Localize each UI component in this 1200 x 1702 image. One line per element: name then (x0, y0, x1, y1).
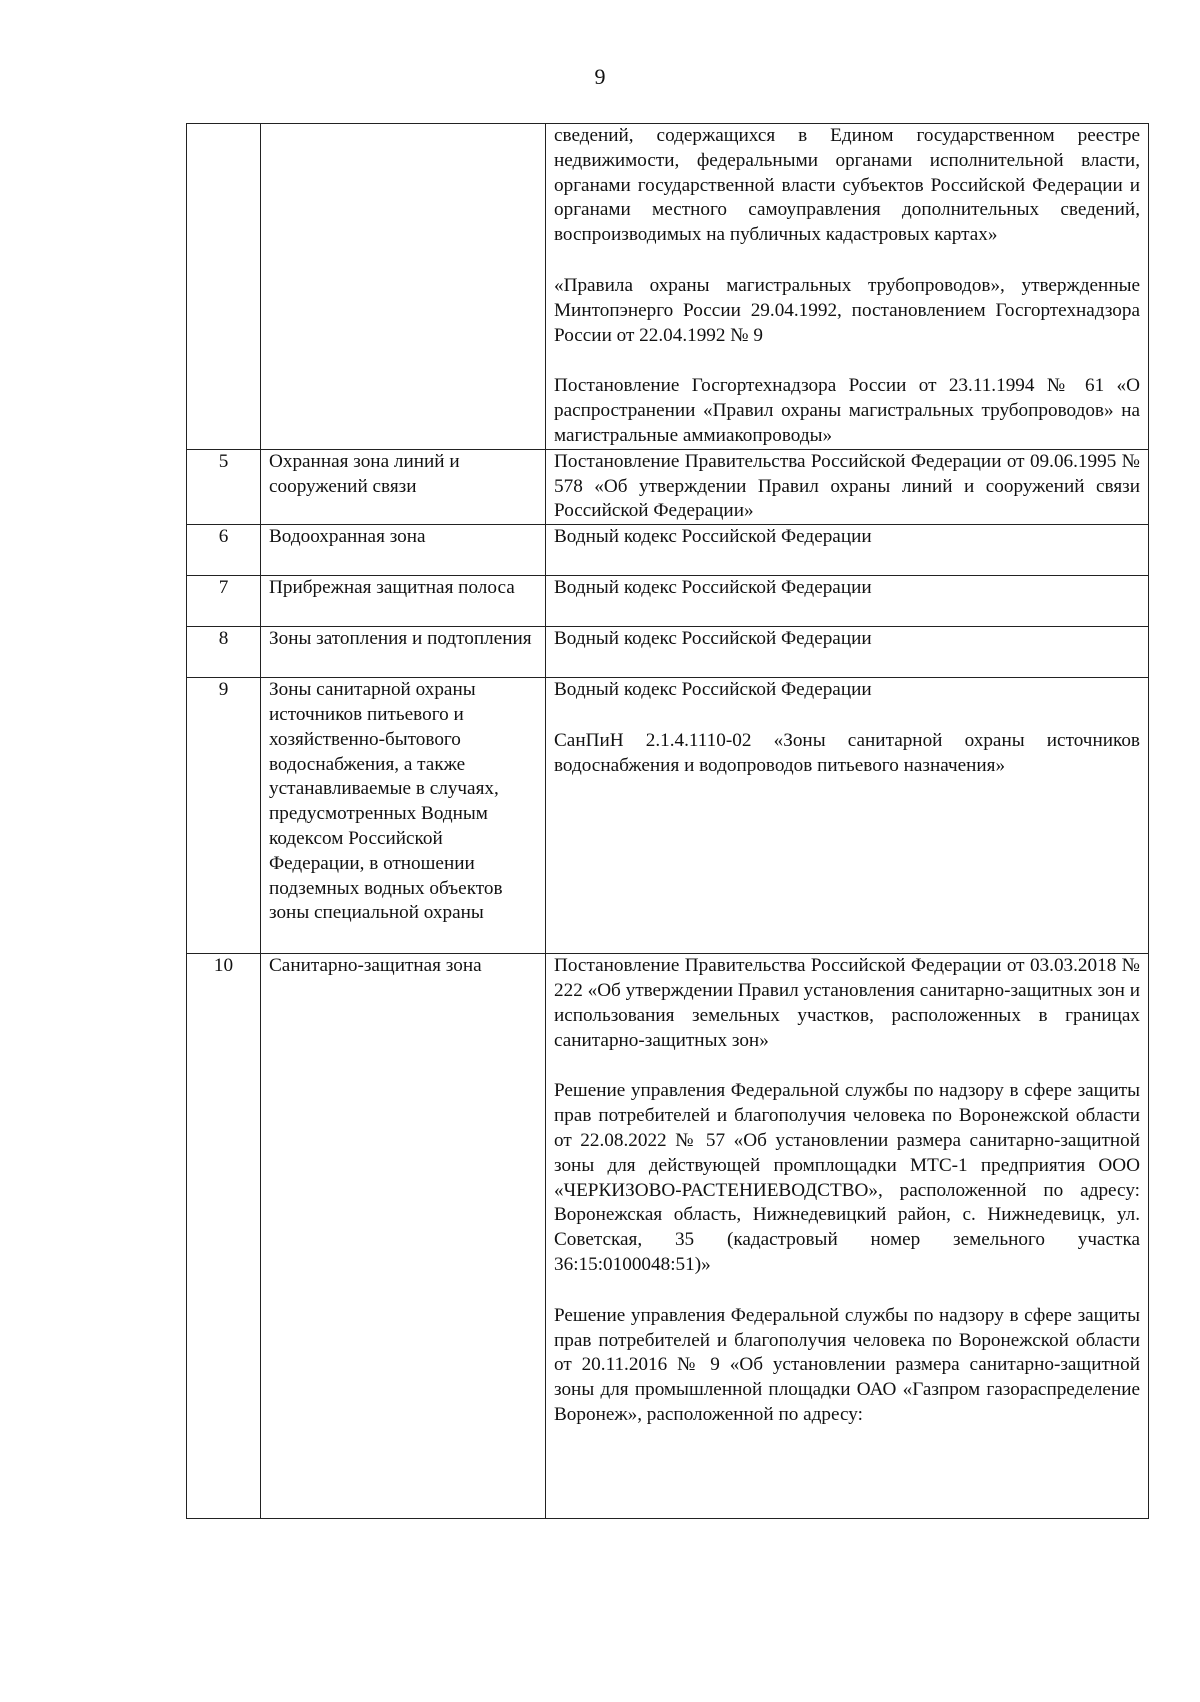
legal-document: Водный кодекс Российской Федерации (554, 628, 872, 650)
zone-name: Прибрежная защитная полоса (261, 576, 546, 627)
table-row (187, 449, 1149, 524)
legal-document: Решение управления Федеральной службы по надзору в сфере защиты прав потребителей и благополучия человека по Воронежской области от 22.08.2022 № 57 «Об установлении размера санитарно-защитной зоны для действующей промплощадки МТС-1 предприятия ООО «ЧЕРКИЗОВО-РАСТЕНИЕВОДСТВО», расположенной по адресу: Воронежская область, Нижнедевицкий район, с. Нижнедевицк, ул. Советская, 35 (кадастровый номер земельного участка 36:15:0100048:51)» (554, 1080, 1140, 1275)
table-row (187, 954, 1149, 1519)
zones-table (186, 123, 1149, 1519)
row-number: 8 (187, 627, 261, 678)
row-number (187, 124, 261, 450)
row-number: 9 (187, 678, 261, 954)
legal-document: Решение управления Федеральной службы по надзору в сфере защиты прав потребителей и благополучия человека по Воронежской области от 20.11.2016 № 9 «Об установлении размера санитарно-защитной зоны для промышленной площадки ОАО «Газпром газораспределение Воронеж», расположенной по адресу: (554, 1304, 1140, 1425)
zone-name (261, 124, 546, 450)
legal-basis (546, 954, 1149, 1519)
legal-document: Водный кодекс Российской Федерации (554, 577, 872, 599)
legal-document: Водный кодекс Российской Федерации (554, 679, 872, 701)
table-row (187, 124, 1149, 450)
legal-basis (546, 576, 1149, 627)
legal-document: сведений, содержащихся в Едином государственном реестре недвижимости, федеральными органами исполнительной власти, органами государственной власти субъектов Российской Федерации и органами местного самоуправления дополнительных сведений, воспроизводимых на публичных кадастровых картах» (554, 125, 1140, 246)
table-row (187, 678, 1149, 954)
row-number: 7 (187, 576, 261, 627)
legal-basis (546, 449, 1149, 524)
legal-document: Постановление Правительства Российской Федерации от 09.06.1995 № 578 «Об утверждении Правил охраны линий и сооружений связи Российской Федерации» (554, 450, 1140, 522)
legal-document: Водный кодекс Российской Федерации (554, 526, 872, 548)
zone-name: Зоны санитарной охраны источников питьевого и хозяйственно-бытового водоснабжения, а также устанавливаемые в случаях, предусмотренных Водным кодексом Российской Федерации, в отношении подземных водных объектов зоны специальной охраны (261, 678, 546, 954)
legal-document: «Правила охраны магистральных трубопроводов», утвержденные Минтопэнерго России 29.04.1992, постановлением Госгортехнадзора России от 22.04.1992 № 9 (554, 274, 1140, 346)
row-number: 6 (187, 525, 261, 576)
table-row (187, 576, 1149, 627)
legal-document: Постановление Госгортехнадзора России от 23.11.1994 № 61 «О распространении «Правил охраны магистральных трубопроводов» на магистральные аммиакопроводы» (554, 375, 1140, 446)
legal-basis (546, 627, 1149, 678)
legal-basis (546, 124, 1149, 450)
legal-basis (546, 678, 1149, 954)
legal-document: СанПиН 2.1.4.1110-02 «Зоны санитарной охраны источников водоснабжения и водопроводов питьевого назначения» (554, 729, 1140, 776)
legal-document: Постановление Правительства Российской Федерации от 03.03.2018 № 222 «Об утверждении Правил установления санитарно-защитных зон и использования земельных участков, расположенных в границах санитарно-защитных зон» (554, 955, 1140, 1051)
table-row (187, 525, 1149, 576)
legal-basis (546, 525, 1149, 576)
zone-name: Санитарно-защитная зона (261, 954, 546, 1519)
row-number: 10 (187, 954, 261, 1519)
zone-name: Водоохранная зона (261, 525, 546, 576)
row-number: 5 (187, 449, 261, 524)
page-number: 9 (594, 64, 606, 89)
zone-name: Охранная зона линий и сооружений связи (261, 449, 546, 524)
zone-name: Зоны затопления и подтопления (261, 627, 546, 678)
table-row (187, 627, 1149, 678)
